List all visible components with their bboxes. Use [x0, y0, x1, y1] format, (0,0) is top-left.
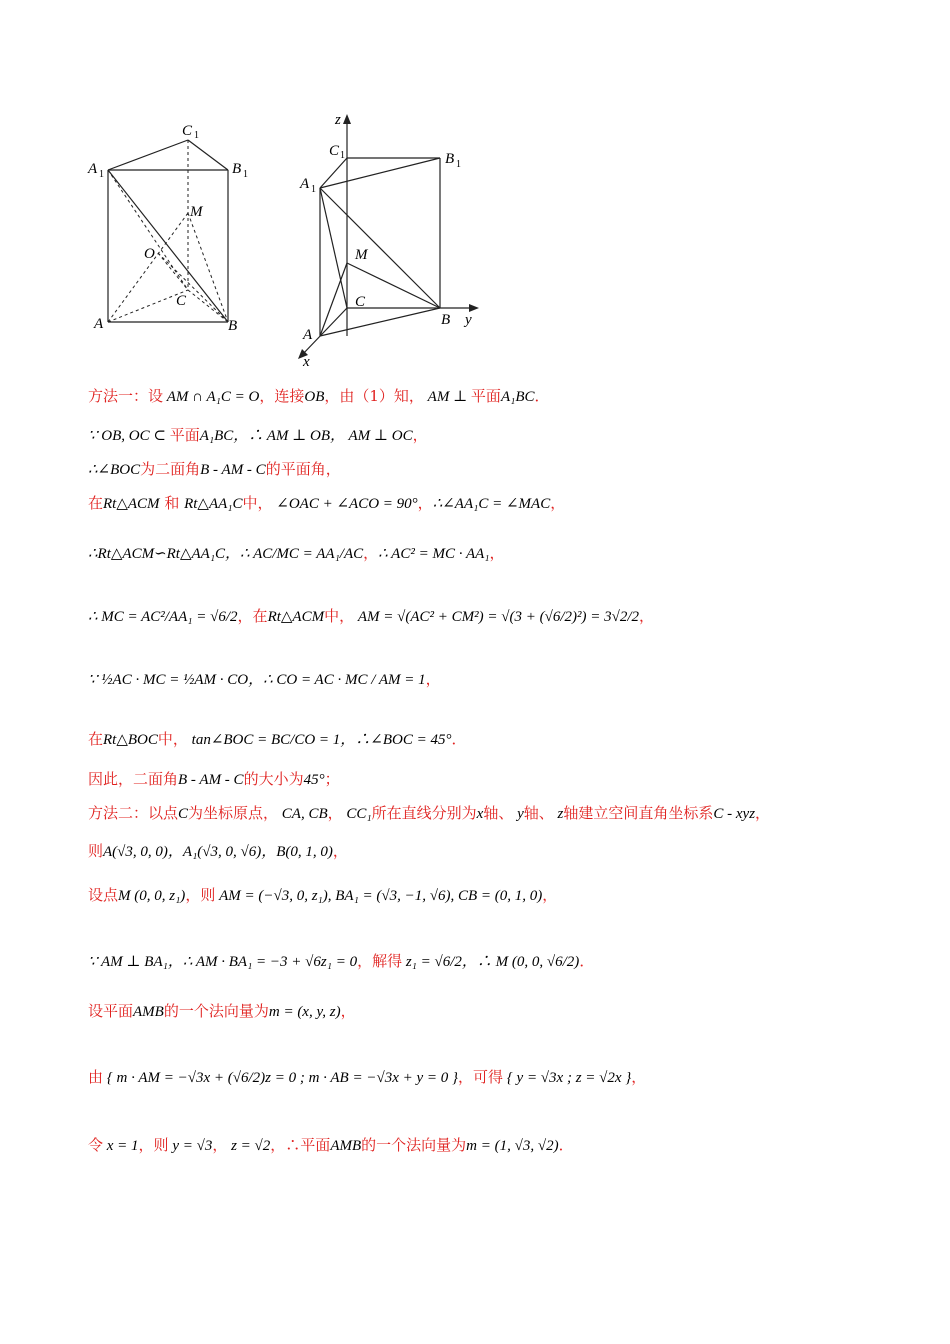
text-segment: 所在直线分别为 [371, 804, 477, 822]
figure-right [285, 108, 485, 370]
label-b: B [228, 318, 238, 334]
text-segment: 45° [303, 772, 325, 788]
label-a: A [94, 316, 104, 332]
text-segment: A₁BC [199, 428, 234, 444]
edge-a1c [320, 188, 347, 308]
text-segment: AM = √(AC² + CM²) = √(3 + (√6/2)²) = 3√2/2 [354, 609, 640, 625]
figure-left [80, 115, 260, 340]
text-segment: ， [550, 494, 566, 512]
text-segment: ，由（1）知， [324, 387, 424, 405]
text-segment: C [178, 806, 189, 822]
label-b1: B [232, 161, 242, 177]
line-system [88, 1066, 646, 1087]
text-segment: 轴、 [523, 804, 554, 822]
text-segment: { m · AM = −√3x + (√6/2)z = 0 ; m · AB = −√3x + y = 0 } [103, 1070, 459, 1086]
text-segment: ，则 [138, 1136, 169, 1154]
text-segment: ，在 [237, 607, 268, 625]
text-segment: AM = (−√3, 0, z₁), BA₁ = (√3, −1, √6), CB = (0, 1, 0) [215, 888, 543, 904]
text-segment: Rt△ACM [267, 609, 325, 625]
text-segment: 为坐标原点， [188, 804, 279, 822]
text-segment: ． [558, 1136, 574, 1154]
label-b: B [441, 312, 451, 328]
edge-oc [158, 253, 188, 290]
line-result [88, 1134, 574, 1155]
line-normal-vector [88, 1000, 356, 1021]
text-segment: Rt△BOC [103, 732, 158, 748]
text-segment: 设点 [88, 886, 119, 904]
text-segment: ， [327, 804, 343, 822]
text-segment: 中， [242, 494, 273, 512]
text-segment: 中， [157, 730, 188, 748]
text-segment: 设平面 [88, 1002, 134, 1020]
text-segment: 在 [88, 730, 104, 748]
text-segment: z = √2 [227, 1138, 271, 1154]
text-segment: { y = √3x ; z = √2x } [503, 1070, 632, 1086]
edge-c1a1 [320, 158, 347, 188]
label-x: x [303, 354, 310, 370]
text-segment: ∴∠AA₁C = ∠MAC [432, 496, 551, 512]
text-segment: ∴∠BOC [88, 462, 141, 478]
text-segment: ， [542, 886, 558, 904]
text-segment: 平面 [169, 426, 200, 444]
text-segment: ， [417, 494, 433, 512]
text-segment: z [553, 806, 564, 822]
text-segment: ∠OAC + ∠ACO = 90° [272, 496, 418, 512]
text-segment: ； [324, 770, 340, 788]
text-segment: 的平面角， [265, 460, 341, 478]
text-segment: 的一个法向量为 [361, 1136, 467, 1154]
text-segment: ， [425, 670, 441, 688]
line-method1-intro [88, 385, 550, 406]
text-segment: AM ⊥ [423, 389, 471, 405]
text-segment: ， [412, 426, 428, 444]
svg-text:1: 1 [243, 169, 248, 180]
text-segment: B - AM - C [178, 772, 244, 788]
edge-a1b1 [320, 158, 440, 188]
y-arrow [469, 304, 479, 312]
text-segment: 轴、 [483, 804, 514, 822]
text-segment: Rt△ACM [103, 496, 160, 512]
text-segment: ， [332, 842, 348, 860]
line-points [88, 840, 348, 861]
text-segment: ∴ AC² = MC · AA₁ [378, 546, 490, 562]
text-segment: ₁ [215, 389, 221, 405]
text-segment: A₁BC [500, 389, 535, 405]
text-segment: ，连接 [259, 387, 305, 405]
label-z: z [335, 112, 341, 128]
label-o: O [144, 246, 155, 262]
edge-a1c1 [108, 140, 188, 170]
text-segment: AM ⊥ OC [345, 428, 413, 444]
text-segment: ，则 [185, 886, 216, 904]
text-segment: ∵ AM ⊥ BA₁，∴ AM · BA₁ = −3 + √6z₁ = 0 [88, 954, 358, 970]
text-segment: ． [451, 730, 467, 748]
text-segment: 轴建立空间直角坐标系 [563, 804, 714, 822]
text-segment: z₁ = √6/2，∴ M (0, 0, √6/2) [402, 954, 580, 970]
text-segment: x [476, 806, 484, 822]
svg-text:1: 1 [99, 169, 104, 180]
text-segment: ． [579, 952, 595, 970]
svg-text:1: 1 [456, 159, 461, 170]
text-segment: ， [489, 544, 505, 562]
text-segment: 在 [88, 494, 104, 512]
text-segment: B - AM - C [200, 462, 266, 478]
edge-cb [188, 290, 228, 322]
z-arrow [343, 114, 351, 124]
text-segment: CC₁ [342, 806, 372, 822]
text-segment: ，解得 [357, 952, 403, 970]
svg-text:1: 1 [340, 150, 345, 161]
text-segment: ∴Rt△ACM∽Rt△AA₁C，∴ AC/MC = AA₁/AC [88, 546, 364, 562]
svg-text:1: 1 [311, 184, 316, 195]
prism-right-svg [285, 108, 485, 370]
text-segment: 方法二：以点 [88, 804, 179, 822]
text-segment: m = (x, y, z) [268, 1004, 341, 1020]
line-dihedral-angle [88, 458, 341, 479]
label-b1: B [445, 151, 455, 167]
edge-a1b [108, 170, 228, 322]
label-c: C [355, 294, 366, 310]
text-segment: ， [212, 1136, 228, 1154]
text-segment: 则 [88, 842, 104, 860]
line-mc-am [88, 605, 654, 626]
text-segment: ， [363, 544, 379, 562]
text-segment: ，∴ AM ⊥ OB， [233, 428, 346, 444]
text-segment: ， [340, 1002, 356, 1020]
text-segment: C = O [220, 389, 260, 405]
line-vectors [88, 884, 557, 905]
text-segment: ∵ ½AC · MC = ½AM · CO，∴ CO = AC · MC / AM = 1 [88, 672, 426, 688]
text-segment: OB [304, 389, 325, 405]
text-segment: ，可得 [458, 1068, 504, 1086]
text-segment: 为二面角 [140, 460, 201, 478]
prism-left-svg [80, 115, 260, 340]
line-ob-oc [88, 424, 428, 445]
label-c1: C [329, 143, 340, 159]
text-segment: AMB [330, 1138, 362, 1154]
label-y: y [465, 312, 472, 328]
edge-a1b [320, 188, 440, 308]
line-right-triangles [88, 492, 565, 513]
text-segment: ，∴平面 [270, 1136, 331, 1154]
text-segment: y = √3 [168, 1138, 213, 1154]
svg-text:1: 1 [194, 130, 199, 141]
label-c: C [176, 293, 187, 309]
text-segment: 因此，二面角 [88, 770, 179, 788]
text-segment: AM ∩ A [163, 389, 216, 405]
text-segment: M (0, 0, z₁) [118, 888, 186, 904]
text-segment: Rt△AA₁C [184, 496, 243, 512]
label-a1: A [88, 161, 98, 177]
text-segment: ∴ MC = AC²/AA₁ = √6/2 [88, 609, 238, 625]
line-similar [88, 542, 505, 563]
text-segment: x = 1 [103, 1138, 139, 1154]
text-segment: 的一个法向量为 [163, 1002, 269, 1020]
text-segment: y [513, 806, 524, 822]
text-segment: 由 [88, 1068, 104, 1086]
edge-am [320, 263, 347, 336]
text-segment: 令 [88, 1136, 104, 1154]
text-segment: 中， [324, 607, 355, 625]
edge-ob [158, 253, 228, 322]
edge-ab [320, 308, 440, 336]
line-conclusion1 [88, 768, 340, 789]
line-solve-z1 [88, 950, 594, 971]
text-segment: CA, CB [278, 806, 328, 822]
text-segment: ． [534, 387, 550, 405]
text-segment: 和 [159, 494, 185, 512]
text-segment: 平面 [470, 387, 501, 405]
label-a1: A [300, 176, 310, 192]
line-co [88, 668, 441, 689]
text-segment: ∵ OB, OC ⊂ [88, 428, 170, 444]
label-a: A [303, 327, 313, 343]
text-segment: tan∠BOC = BC/CO = 1，∴∠BOC = 45° [187, 732, 452, 748]
text-segment: ， [639, 607, 655, 625]
label-c1: C [182, 123, 193, 139]
line-tan [88, 728, 467, 749]
text-segment: 的大小为 [243, 770, 304, 788]
text-segment: 方法一：设 [88, 387, 164, 405]
label-m: M [355, 247, 368, 263]
text-segment: AMB [133, 1004, 164, 1020]
text-segment: m = (1, √3, √2) [466, 1138, 559, 1154]
text-segment: ， [631, 1068, 647, 1086]
line-method2-intro [88, 802, 770, 823]
text-segment: A(√3, 0, 0)，A₁(√3, 0, √6)，B(0, 1, 0) [103, 844, 333, 860]
text-segment: C - xyz [713, 806, 756, 822]
label-m: M [190, 204, 203, 220]
text-segment: ， [755, 804, 771, 822]
edge-c1b1 [188, 140, 228, 170]
